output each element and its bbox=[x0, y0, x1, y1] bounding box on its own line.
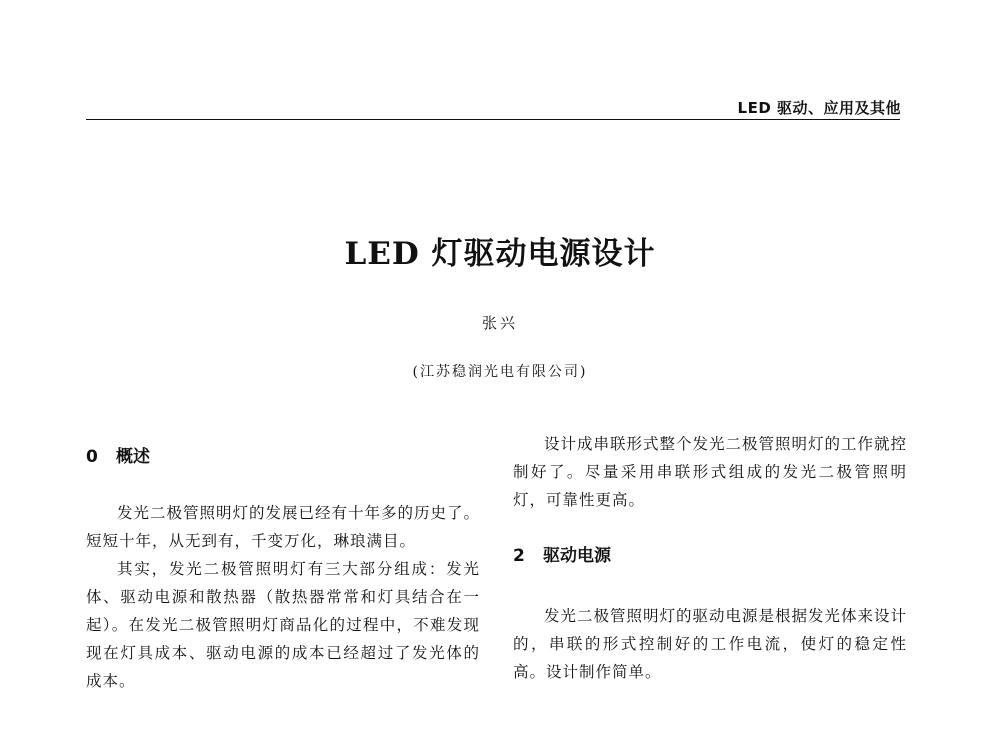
section-number: 2 bbox=[513, 546, 525, 566]
section-heading-driver-power bbox=[513, 542, 907, 570]
paragraph: 其实，发光二极管照明灯有三大部分组成：发光体、驱动电源和散热器（散热器常常和灯具结合在一起）。在发光二极管照明灯商品化的过程中，不难发现现在灯具成本、驱动电源的成本已经超过了发光体的成本。 bbox=[86, 560, 480, 690]
left-column bbox=[86, 443, 480, 695]
section-title: 概述 bbox=[116, 447, 150, 467]
section-number: 0 bbox=[86, 447, 98, 467]
section-title: 驱动电源 bbox=[543, 546, 611, 566]
paragraph: 设计成串联形式整个发光二极管照明灯的工作就控制好了。尽量采用串联形式组成的发光二极管照明灯，可靠性更高。 bbox=[513, 435, 908, 509]
author-affiliation: (江苏稳润光电有限公司) bbox=[412, 364, 588, 380]
header-rule bbox=[86, 119, 900, 120]
paragraph: 发光二极管照明灯的驱动电源是根据发光体来设计的，串联的形式控制好的工作电流，使灯的稳定性高。设计制作简单。 bbox=[513, 607, 908, 681]
author-name: 张兴 bbox=[481, 314, 518, 332]
paragraph: 发光二极管照明灯的发展已经有十年多的历史了。短短十年，从无到有，千变万化，琳琅满目。 bbox=[86, 504, 481, 550]
running-header: LED 驱动、应用及其他 bbox=[737, 99, 901, 117]
right-column bbox=[513, 430, 907, 686]
section-heading-overview bbox=[86, 443, 480, 471]
paper-title: LED 灯驱动电源设计 bbox=[344, 236, 656, 272]
